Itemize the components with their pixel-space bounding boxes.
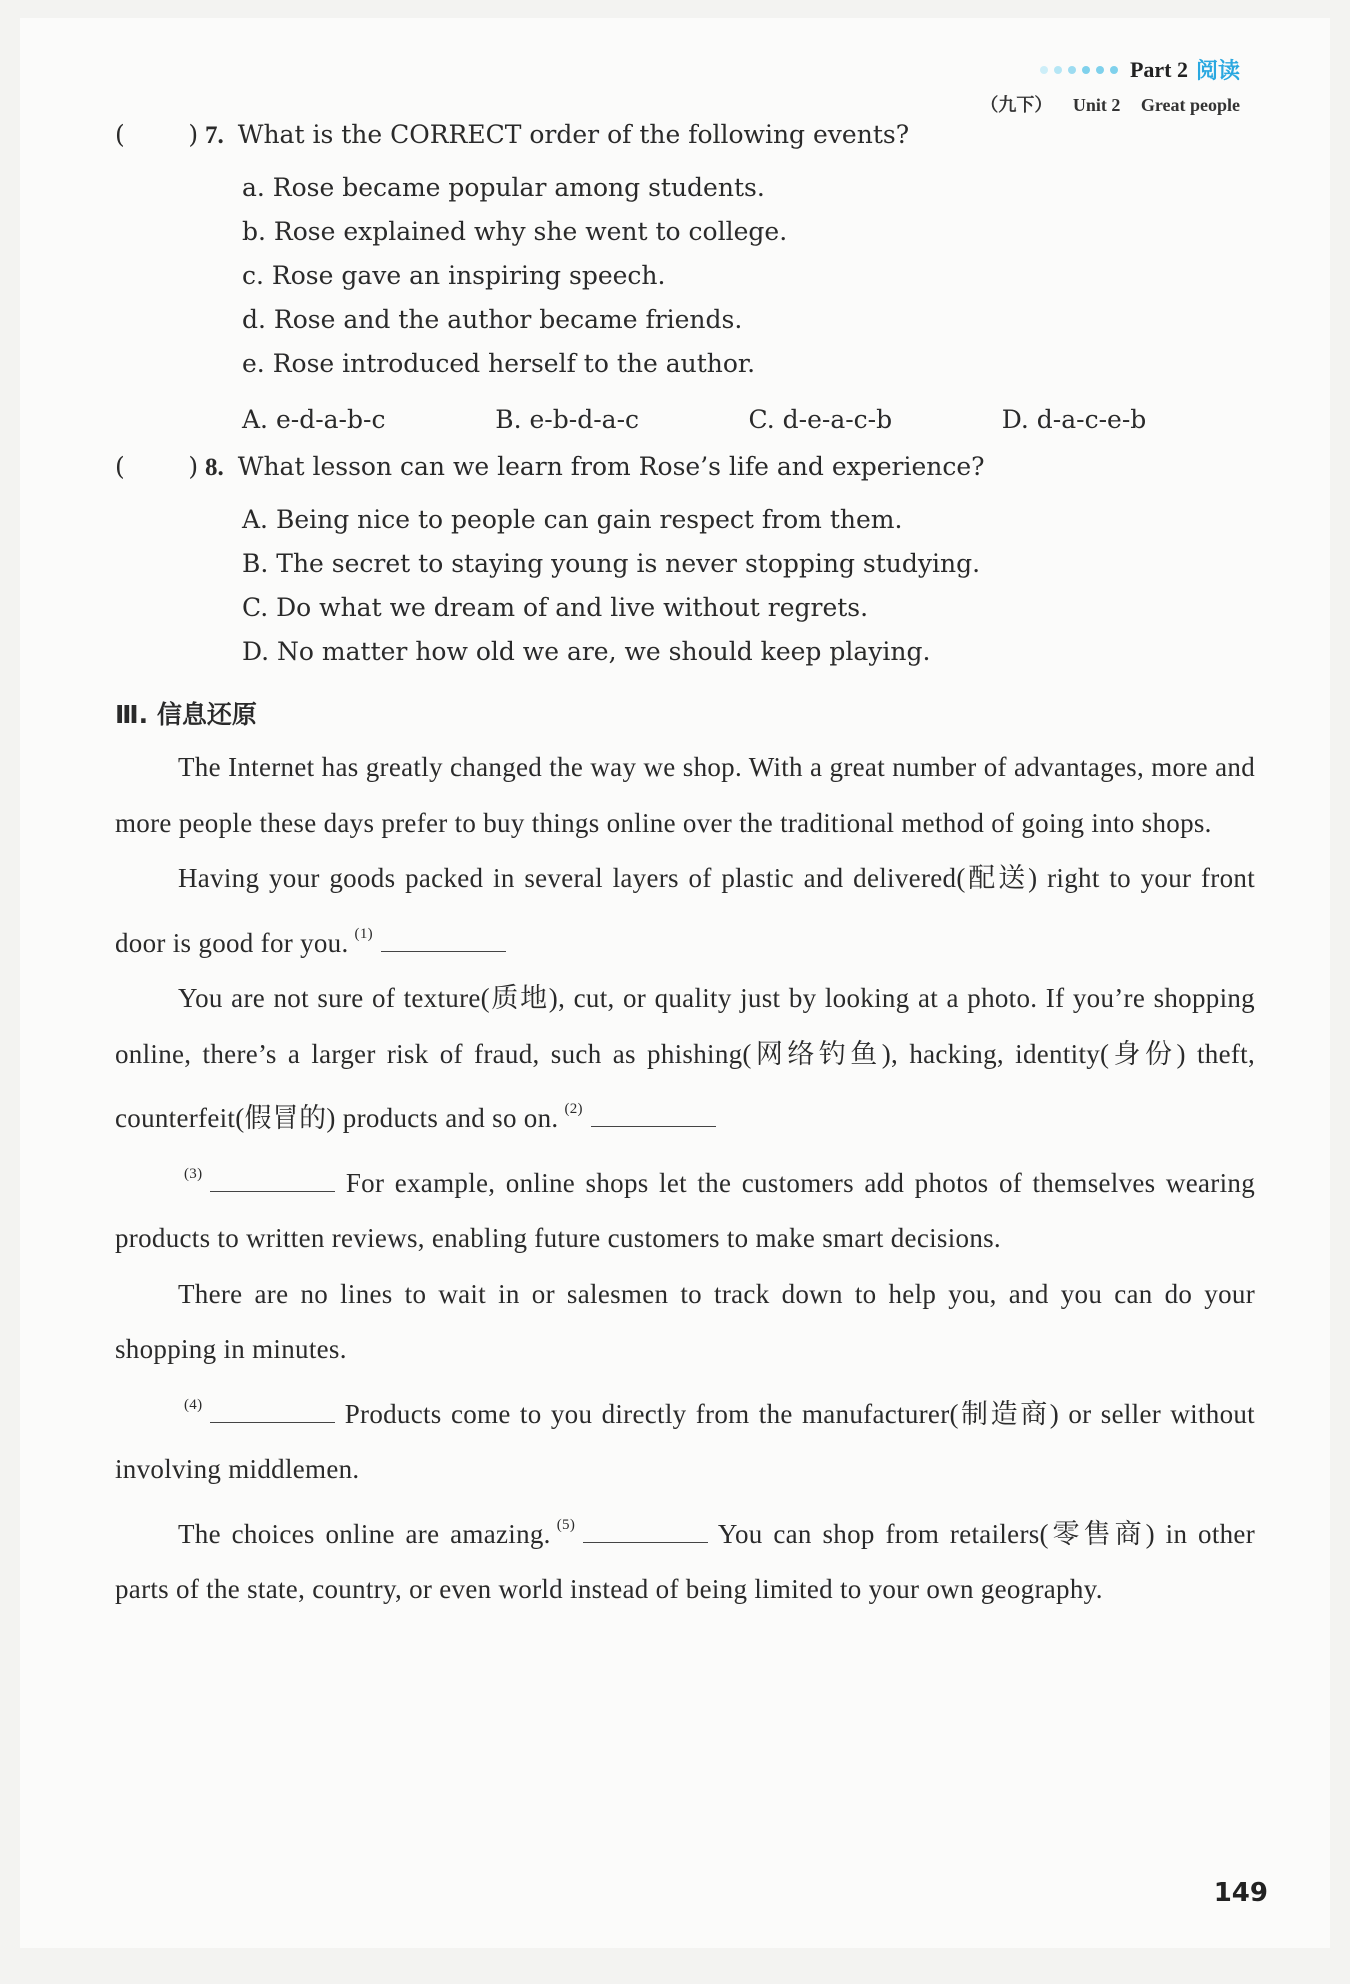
list-item: b. Rose explained why she went to college. [242, 217, 788, 246]
paragraph-text: Having your goods packed in several layers of plastic and delivered(配送) right to your front door is good for you. [115, 863, 1255, 958]
page [20, 18, 1330, 1948]
paragraph-text: Products come to you directly from the manufacturer(制造商) or seller without involving middlemen. [115, 1398, 1255, 1484]
list-item: a. Rose became popular among students. [242, 173, 765, 202]
answer-blank-3[interactable] [210, 1169, 335, 1192]
choice-c[interactable]: C. d-e-a-c-b [748, 405, 893, 434]
paragraph-text: For example, online shops let the customers add photos of themselves wearing products to written reviews, enabling future customers to make smart decisions. [115, 1167, 1255, 1253]
page-header [964, 54, 1240, 117]
blank-marker: (4) [184, 1396, 203, 1413]
part-label: Part 2 [1129, 56, 1188, 82]
answer-bracket[interactable]: ( ) [115, 452, 199, 481]
choice-c[interactable]: C. Do what we dream of and live without regrets. [242, 593, 869, 622]
paragraph-text: You are not sure of texture(质地), cut, or quality just by looking at a photo. If you’re shopping online, there’s a larger risk of fraud, such as phishing(网络钓鱼), hacking, identity(身份) theft, counterfeit(假冒的) products and so on. [115, 983, 1255, 1133]
paragraph-2 [115, 851, 1255, 971]
grade-label: （九下） [980, 95, 1053, 115]
answer-choices [115, 392, 1255, 448]
list-item: d. Rose and the author became friends. [242, 305, 743, 334]
answer-blank-2[interactable] [591, 1104, 716, 1127]
choice-d[interactable]: D. No matter how old we are, we should keep playing. [242, 637, 931, 666]
paragraph-4 [115, 1147, 1255, 1267]
list-item: e. Rose introduced herself to the author. [242, 349, 756, 378]
answer-blank-5[interactable] [583, 1520, 708, 1543]
choice-d[interactable]: D. d-a-c-e-b [1001, 405, 1147, 434]
blank-marker: (2) [564, 1101, 583, 1117]
paragraph-5: There are no lines to wait in or salesmen to track down to help you, and you can do your shopping in minutes. [115, 1278, 1255, 1364]
question-number: 7. [205, 122, 224, 149]
blank-marker: (1) [354, 925, 373, 942]
main-content [115, 120, 1255, 1618]
question-stem: What lesson can we learn from Rose’s life and experience? [237, 452, 985, 481]
question-8 [115, 452, 1255, 492]
choice-a[interactable]: A. Being nice to people can gain respect from them. [242, 505, 903, 534]
blank-marker: (3) [184, 1165, 203, 1182]
question-7 [115, 120, 1255, 160]
paragraph-1: The Internet has greatly changed the way we shop. With a great number of advantages, more and more people these days prefer to buy things online over the traditional method of going into shops. [115, 752, 1255, 838]
paragraph-text: You can shop from retailers(零售商) in other parts of the state, country, or even world instead of being limited to your own geography. [115, 1518, 1255, 1604]
section-title: Ⅲ. 信息还原 [115, 700, 257, 729]
answer-blank-1[interactable] [381, 929, 506, 952]
list-item: c. Rose gave an inspiring speech. [242, 261, 666, 290]
paragraph-6 [115, 1378, 1255, 1498]
question-stem: What is the CORRECT order of the following events? [237, 120, 910, 149]
part-title-cn: 阅读 [1195, 59, 1240, 84]
paragraph-text: The choices online are amazing. [178, 1518, 551, 1549]
choice-b[interactable]: B. The secret to staying young is never stopping studying. [242, 549, 981, 578]
blank-marker: (5) [556, 1516, 576, 1533]
question-number: 8. [205, 454, 224, 481]
answer-blank-4[interactable] [210, 1400, 335, 1423]
answer-bracket[interactable]: ( ) [115, 120, 199, 149]
choice-a[interactable]: A. e-d-a-b-c [242, 405, 386, 434]
paragraph-7 [115, 1498, 1255, 1618]
unit-title: Great people [1140, 95, 1240, 115]
paragraph-3 [115, 971, 1255, 1147]
page-number: 149 [1213, 1878, 1268, 1908]
decorative-dots-icon [1040, 66, 1118, 74]
choice-b[interactable]: B. e-b-d-a-c [495, 405, 640, 434]
unit-label: Unit 2 [1072, 95, 1121, 115]
